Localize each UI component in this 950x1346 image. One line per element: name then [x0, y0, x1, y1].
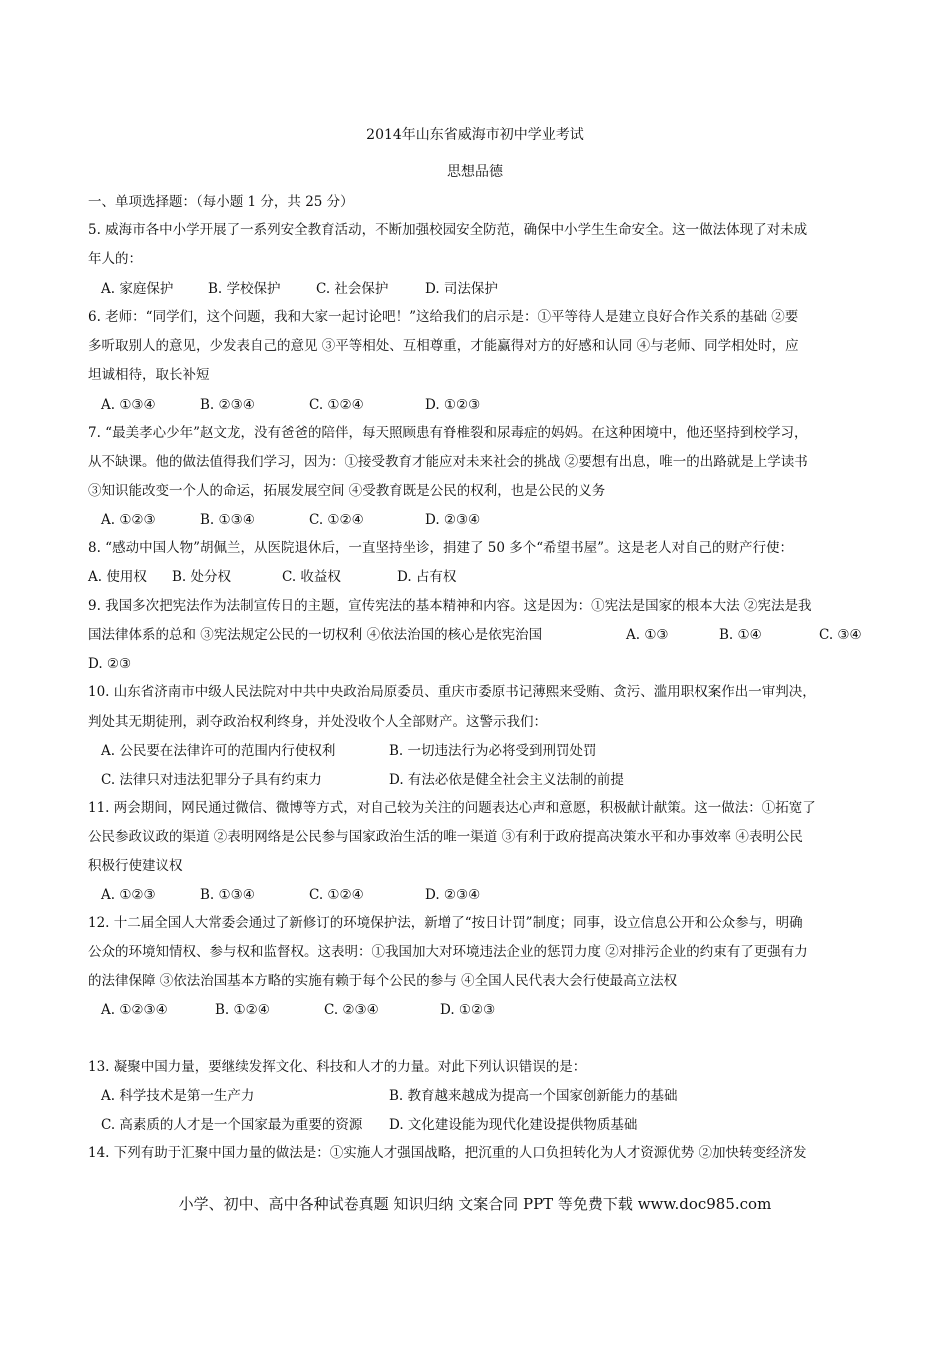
q13-line-1: 13. 凝聚中国力量，要继续发挥文化、科技和人才的力量。对此下列认识错误的是：	[88, 1059, 587, 1075]
q10-line-2: 判处其无期徒刑，剥夺政治权利终身，并处没收个人全部财产。这警示我们：	[88, 714, 547, 730]
q6-option-b: B. ②③④	[200, 397, 255, 413]
q7-line-2: 从不缺课。他的做法值得我们学习，因为：①接受教育才能应对未来社会的挑战 ②要想有出息，唯一的出路就是上学读书	[88, 454, 808, 470]
q12-line-2: 公众的环境知情权、参与权和监督权。这表明：①我国加大对环境违法企业的惩罚力度 ②对排污企业的约束有了更强有力	[88, 944, 808, 960]
q13-option-a: A. 科学技术是第一生产力	[101, 1088, 255, 1104]
q5-option-b: B. 学校保护	[208, 281, 281, 297]
q9-option-b: B. ①④	[719, 627, 762, 643]
q8-option-c: C. 收益权	[282, 569, 341, 585]
exam-subject: 思想品德	[447, 164, 503, 180]
footer-banner: 小学、初中、高中各种试卷真题 知识归纳 文案合同 PPT 等免费下载 www.doc985.com	[178, 1195, 772, 1213]
q5-option-a: A. 家庭保护	[101, 281, 174, 297]
q5-option-c: C. 社会保护	[316, 281, 389, 297]
q9-option-a: A. ①③	[626, 627, 669, 643]
q11-option-a: A. ①②③	[101, 887, 156, 903]
q10-line-1: 10. 山东省济南市中级人民法院对中共中央政治局原委员、重庆市委原书记薄熙来受贿、贪污、滥用职权案作出一审判决，	[88, 684, 816, 700]
q7-option-c: C. ①②④	[309, 512, 364, 528]
q8-line-1: 8. “感动中国人物”胡佩兰，从医院退休后，一直坚持坐诊，捐建了 50 多个“希望书屋”。这是老人对自己的财产行使：	[88, 540, 794, 556]
q9-line-1: 9. 我国多次把宪法作为法制宣传日的主题，宣传宪法的基本精神和内容。这是因为：①宪法是国家的根本大法 ②宪法是我	[88, 598, 812, 614]
q12-option-c: C. ②③④	[324, 1002, 379, 1018]
q8-option-a: A. 使用权	[88, 569, 147, 585]
exam-title: 2014年山东省威海市初中学业考试	[366, 127, 584, 143]
q7-option-a: A. ①②③	[101, 512, 156, 528]
q8-option-d: D. 占有权	[397, 569, 457, 585]
q13-option-c: C. 高素质的人才是一个国家最为重要的资源	[101, 1117, 363, 1133]
q11-line-3: 积极行使建议权	[88, 858, 183, 874]
q11-line-1: 11. 两会期间，网民通过微信、微博等方式，对自己较为关注的问题表达心声和意愿，积极献计献策。这一做法：①拓宽了	[88, 800, 816, 816]
q7-option-b: B. ①③④	[200, 512, 255, 528]
section-heading: 一、单项选择题：（每小题 1 分，共 25 分）	[88, 194, 354, 210]
q10-option-c: C. 法律只对违法犯罪分子具有约束力	[101, 772, 322, 788]
q6-line-2: 多听取别人的意见，少发表自己的意见 ③平等相处、互相尊重，才能赢得对方的好感和认同 ④与老师、同学相处时，应	[88, 338, 799, 354]
q6-option-d: D. ①②③	[425, 397, 481, 413]
q12-option-a: A. ①②③④	[101, 1002, 168, 1018]
q9-option-c: C. ③④	[819, 627, 862, 643]
q12-line-3: 的法律保障 ③依法治国基本方略的实施有赖于每个公民的参与 ④全国人民代表大会行使最高立法权	[88, 973, 678, 989]
q6-line-1: 6. 老师：“同学们，这个问题，我和大家一起讨论吧！”这给我们的启示是：①平等待人是建立良好合作关系的基础 ②要	[88, 309, 799, 325]
q7-line-1: 7. “最美孝心少年”赵文龙，没有爸爸的陪伴，每天照顾患有脊椎裂和尿毒症的妈妈。在这种困境中，他还坚持到校学习，	[88, 425, 808, 441]
q9-line-2: 国法律体系的总和 ③宪法规定公民的一切权利 ④依法治国的核心是依宪治国	[88, 627, 543, 643]
q12-option-d: D. ①②③	[440, 1002, 496, 1018]
q5-line-2: 年人的：	[88, 251, 142, 267]
q10-option-a: A. 公民要在法律许可的范围内行使权利	[101, 743, 336, 759]
q11-line-2: 公民参政议政的渠道 ②表明网络是公民参与国家政治生活的唯一渠道 ③有利于政府提高决策水平和办事效率 ④表明公民	[88, 829, 803, 845]
q13-option-d: D. 文化建设能为现代化建设提供物质基础	[389, 1117, 638, 1133]
q13-option-b: B. 教育越来越成为提高一个国家创新能力的基础	[389, 1088, 678, 1104]
q7-line-3: ③知识能改变一个人的命运，拓展发展空间 ④受教育既是公民的权利，也是公民的义务	[88, 483, 606, 499]
q9-option-d: D. ②③	[88, 656, 132, 672]
q11-option-c: C. ①②④	[309, 887, 364, 903]
q11-option-d: D. ②③④	[425, 887, 481, 903]
q10-option-b: B. 一切违法行为必将受到刑罚处罚	[389, 743, 597, 759]
q12-option-b: B. ①②④	[215, 1002, 270, 1018]
q5-option-d: D. 司法保护	[425, 281, 498, 297]
q5-line-1: 5. 威海市各中小学开展了一系列安全教育活动，不断加强校园安全防范，确保中小学生生命安全。这一做法体现了对未成	[88, 222, 808, 238]
q12-line-1: 12. 十二届全国人大常委会通过了新修订的环境保护法，新增了“按日计罚”制度；同事，设立信息公开和公众参与，明确	[88, 915, 803, 931]
q6-line-3: 坦诚相待，取长补短	[88, 367, 210, 383]
q8-option-b: B. 处分权	[172, 569, 232, 585]
q6-option-c: C. ①②④	[309, 397, 364, 413]
q6-option-a: A. ①③④	[101, 397, 156, 413]
q14-line-1: 14. 下列有助于汇聚中国力量的做法是：①实施人才强国战略，把沉重的人口负担转化为人才资源优势 ②加快转变经济发	[88, 1145, 807, 1161]
q10-option-d: D. 有法必依是健全社会主义法制的前提	[389, 772, 624, 788]
q7-option-d: D. ②③④	[425, 512, 481, 528]
q11-option-b: B. ①③④	[200, 887, 255, 903]
